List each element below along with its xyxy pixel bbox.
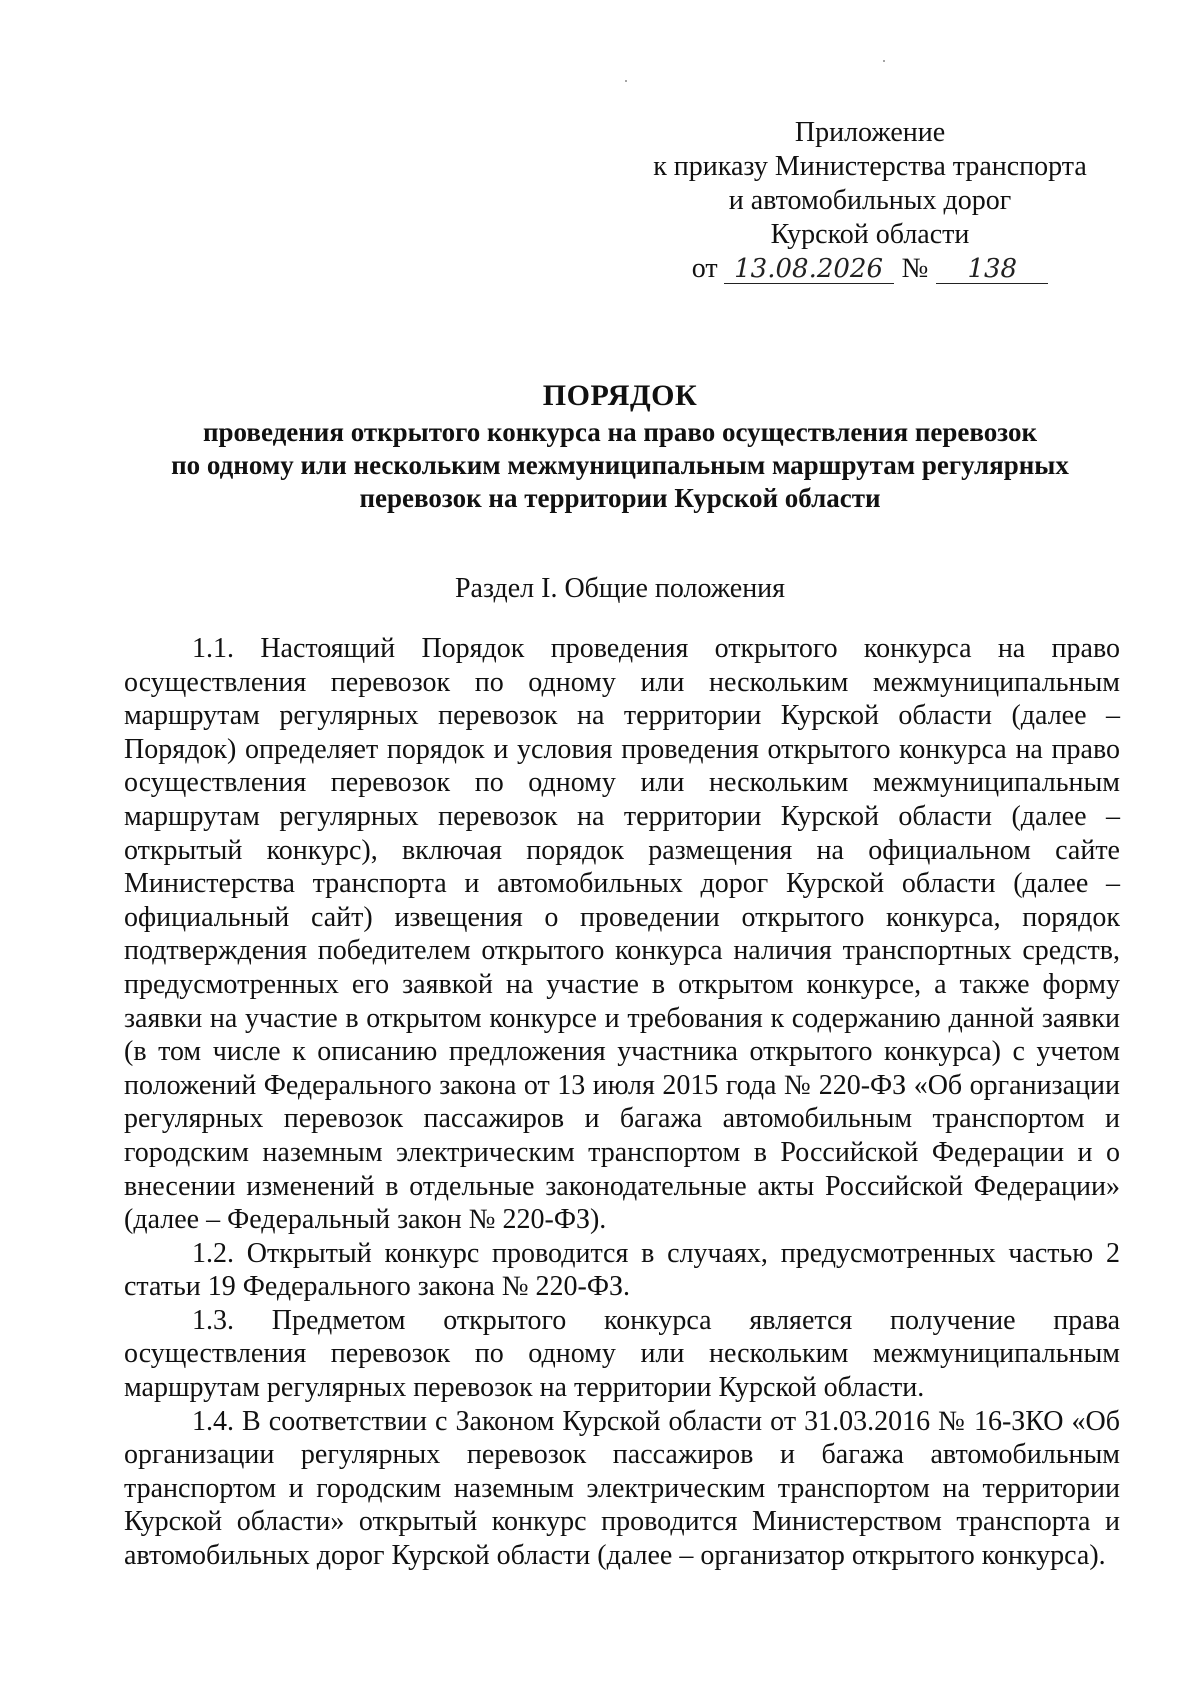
appendix-ministry-line: и автомобильных дорог [728, 185, 1012, 216]
handwritten-date: 13.08.2026 [724, 255, 894, 284]
number-sign: № [901, 253, 929, 284]
appendix-region-line: Курской области [770, 219, 970, 250]
appendix-title: Приложение [794, 117, 946, 148]
handwritten-number: 138 [936, 255, 1048, 284]
paragraph-1-2: 1.2. Открытый конкурс проводится в случаях, предусмотренных частью 2 статьи 19 Федерального закона № 220-ФЗ. [124, 1237, 1120, 1303]
subtitle-line: по одному или нескольким межмуниципальным маршрутам регулярных [171, 450, 1069, 480]
paragraph-1-1: 1.1. Настоящий Порядок проведения открытого конкурса на право осуществления перевозок по одному или нескольким межмуниципальным маршрутам регулярных перевозок на территории Курской области (далее – Порядок) определяет порядок и условия проведения открытого конкурса на право осуществления перевозок по одному или нескольким межмуниципальным маршрутам регулярных перевозок на территории Курской области (далее – открытый конкурс), включая порядок размещения на официальном сайте Министерства транспорта и автомобильных дорог Курской области (далее – официальный сайт) извещения о проведении открытого конкурса, порядок подтверждения победителем открытого конкурса наличия транспортных средств, предусмотренных его заявкой на участие в открытом конкурсе, а также форму заявки на участие в открытом конкурсе и требования к содержанию данной заявки (в том числе к описанию предложения участника открытого конкурса) с учетом положений Федерального закона от 13 июля 2015 года № 220-ФЗ «Об организации регулярных перевозок пассажиров и багажа автомобильным транспортом и городским наземным электрическим транспортом в Российской Федерации и о внесении изменений в отдельные законодательные акты Российской Федерации» (далее – Федеральный закон № 220-ФЗ). [124, 633, 1120, 1236]
paragraph-1-3: 1.3. Предметом открытого конкурса является получение права осуществления перевозок по одному или нескольким межмуниципальным маршрутам регулярных перевозок на территории Курской области. [124, 1304, 1120, 1404]
document-body [124, 632, 1120, 1573]
scan-speck [883, 60, 885, 62]
subtitle-line: перевозок на территории Курской области [359, 483, 881, 513]
date-prefix: от [691, 253, 718, 284]
document-subtitle [120, 416, 1120, 515]
section-heading: Раздел I. Общие положения [454, 573, 786, 604]
paragraph-1-4: 1.4. В соответствии с Законом Курской области от 31.03.2016 № 16-ЗКО «Об организации регулярных перевозок пассажиров и багажа автомобильным транспортом и городским наземным электрическим транспортом на территории Курской области» открытый конкурс проводится Министерством транспорта и автомобильных дорог Курской области (далее – организатор открытого конкурса). [124, 1405, 1120, 1572]
document-title-block [120, 376, 1120, 515]
scan-speck [625, 80, 627, 82]
document-title: ПОРЯДОК [542, 379, 698, 412]
subtitle-line: проведения открытого конкурса на право осуществления перевозок [202, 417, 1038, 447]
appendix-order-line: к приказу Министерства транспорта [653, 151, 1087, 182]
appendix-date-number-line [640, 252, 1100, 286]
appendix-block [640, 116, 1100, 286]
